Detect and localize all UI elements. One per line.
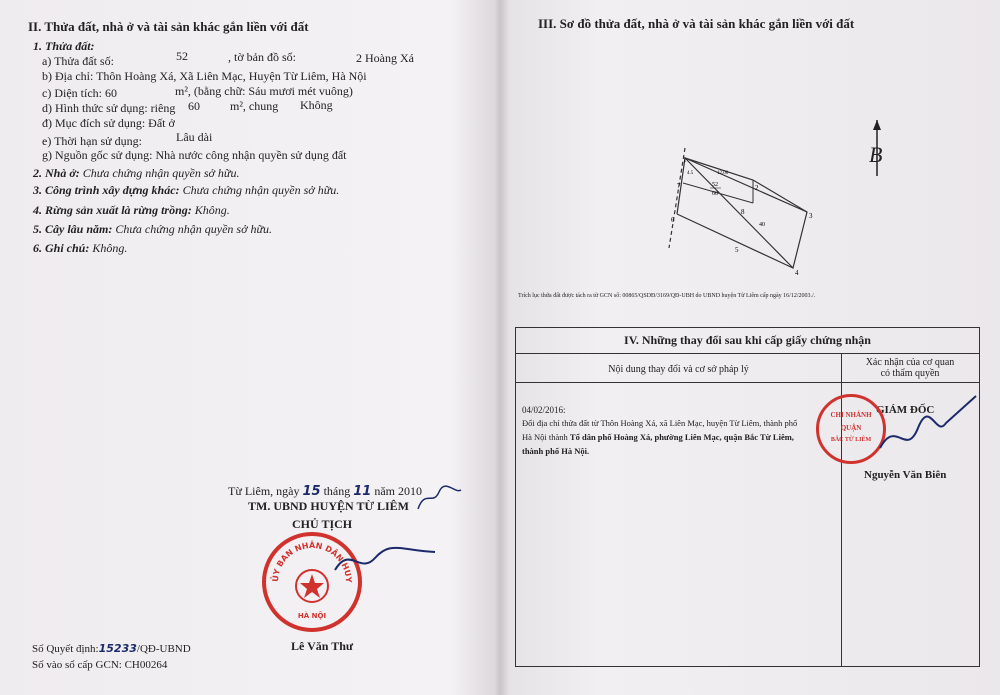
map-sheet-label: , tờ bản đồ số: [228, 50, 297, 64]
svg-text:12.06: 12.06 [717, 171, 729, 176]
svg-text:ỦY BAN NHÂN DÂN HUYỆN TỪ LIÊM: ỦY BAN NHÂN DÂN HUY [270, 540, 354, 583]
svg-text:3: 3 [809, 212, 813, 220]
svg-text:8: 8 [741, 208, 745, 216]
land-heading: 1. Thửa đất: [33, 39, 95, 53]
purpose: đ) Mục đích sử dụng: Đất ở [42, 116, 175, 130]
svg-text:6: 6 [671, 216, 675, 224]
usage-shared-value: Không [300, 98, 333, 112]
director-name: Nguyễn Văn Biên [864, 469, 947, 481]
decision-number-line: Số Quyết định:15233/QĐ-UBND [32, 642, 191, 655]
signing-date: Từ Liêm, ngày 15 tháng 11 năm 2010 [228, 484, 423, 499]
term-label: e) Thời hạn sử dụng: [42, 134, 142, 148]
usage-private-value: 60 [188, 99, 200, 113]
svg-text:52: 52 [712, 182, 718, 188]
usage-shared-label: m², chung [230, 99, 279, 113]
left-page [0, 0, 492, 695]
usage-form-label: d) Hình thức sử dụng: riêng [42, 101, 176, 115]
svg-text:1: 1 [683, 156, 687, 164]
note-line: 6. Ghi chú: Không. [33, 241, 128, 255]
section-ii-title: II. Thửa đất, nhà ở và tài sản khác gắn liền với đất [28, 19, 309, 34]
director-signature [876, 388, 980, 468]
changes-title: IV. Những thay đổi sau khi cấp giấy chứng nhận [624, 333, 871, 347]
map-sheet-value: 2 Hoàng Xá [356, 51, 414, 65]
change-line-3: thành phố Hà Nội. [522, 446, 590, 456]
extract-note: Trích lục thửa đất được tách ra từ GCN số: 00865/QSDĐ/3169/QĐ-UBH do UBND huyện Từ Liêm cấp ngày 16/12/2003./. [518, 293, 816, 299]
svg-text:40: 40 [759, 222, 765, 228]
svg-text:60: 60 [712, 191, 718, 197]
svg-text:4: 4 [795, 269, 799, 277]
official-seal-right: CHI NHÁNH QUẬN BẮC TỪ LIÊM [816, 394, 886, 464]
change-line-1: Đổi địa chỉ thửa đất từ Thôn Hoàng Xá, xã Liên Mạc, huyện Từ Liêm, thành phố [522, 418, 798, 428]
construction-line: 3. Công trình xây dựng khác: Chưa chứng nhận quyền sở hữu. [33, 183, 340, 197]
svg-text:7: 7 [677, 182, 681, 190]
area-label: c) Diện tích: 60 [42, 86, 117, 100]
parcel-number: 52 [176, 49, 188, 63]
svg-text:HÀ NỘI: HÀ NỘI [297, 612, 327, 620]
origin: g) Nguồn gốc sử dụng: Nhà nước công nhận quyền sử dụng đất [42, 148, 347, 162]
house-line: 2. Nhà ở: Chưa chứng nhận quyền sở hữu. [33, 166, 240, 180]
issuing-org: TM. UBND HUYỆN TỪ LIÊM [248, 499, 410, 513]
director-title: GIÁM ĐỐC [876, 404, 935, 416]
col-content-header: Nội dung thay đổi và cơ sở pháp lý [608, 364, 749, 375]
svg-text:2: 2 [755, 184, 759, 192]
book-number-line: Số vào sổ cấp GCN: CH00264 [32, 659, 168, 671]
change-date: 04/02/2016: [522, 405, 566, 415]
col-confirm-header-1: Xác nhận của cơ quan [865, 357, 955, 368]
col-confirm-header-2: có thẩm quyền [880, 368, 940, 379]
change-line-2: Hà Nội thành Tổ dân phố Hoàng Xá, phường Liên Mạc, quận Bắc Từ Liêm, [522, 432, 794, 442]
svg-text:4.5: 4.5 [687, 171, 694, 176]
signer-name: Lê Văn Thư [291, 639, 354, 653]
north-symbol: B [869, 142, 883, 167]
initial-signature [415, 484, 465, 514]
parcel-label: a) Thửa đất số: [42, 54, 114, 68]
chairman-signature [330, 540, 440, 580]
section-iii-title: III. Sơ đồ thửa đất, nhà ở và tài sản khác gắn liền với đất [538, 16, 855, 31]
signer-role: CHỦ TỊCH [292, 517, 353, 531]
perennial-line: 5. Cây lâu năm: Chưa chứng nhận quyền sở hữu. [33, 222, 273, 236]
svg-text:5: 5 [735, 246, 739, 254]
forest-line: 4. Rừng sản xuất là rừng trồng: Không. [33, 203, 230, 217]
changes-table [515, 327, 980, 667]
address: b) Địa chỉ: Thôn Hoàng Xá, Xã Liên Mạc, Huyện Từ Liêm, Hà Nội [42, 69, 367, 83]
term-value: Lâu dài [176, 130, 213, 144]
area-words: m², (bằng chữ: Sáu mươi mét vuông) [175, 84, 353, 98]
